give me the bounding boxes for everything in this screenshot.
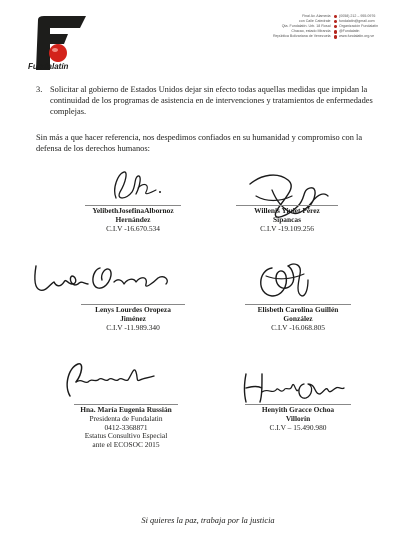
signatory-name-cont: Jiménez: [120, 313, 146, 323]
twitter-icon: [334, 30, 338, 34]
phone-icon: [334, 15, 338, 19]
signatory-name-cont: Villorín: [285, 413, 311, 423]
point-text: Solicitar al gobierno de Estados Unidos dejar sin efecto todas aquellas medidas que impidan la continuidad de los programas de asistencia en de intervenciones y tratamientos de enfermedades complejas.: [50, 85, 373, 116]
signatory-name-cont: González: [283, 313, 313, 323]
point-number: 3.: [36, 85, 43, 94]
signature-mark: [86, 162, 176, 206]
signature-mark: [26, 254, 178, 302]
website-text: www.fundalatin.org.ve: [339, 34, 375, 39]
twitter-text: @Fundalatin: [339, 29, 360, 34]
signature-block: [228, 404, 368, 432]
address-line: República Bolivariana de Venezuela: [272, 34, 331, 39]
signatory-name: Hna. María Eugenia Russián: [80, 405, 172, 414]
signatory-id: C.I.V -16.068.805: [271, 322, 325, 332]
signatory-phone: 0412-3368871: [104, 422, 148, 432]
email-icon: [334, 20, 338, 24]
signatory-name-cont: Hernández: [115, 214, 151, 224]
signature-mark: [50, 352, 170, 408]
signatory-id: C.I.V -11.989.340: [106, 322, 160, 332]
numbered-point: [36, 84, 380, 117]
signature-block: [58, 205, 208, 233]
closing-paragraph: Sin más a que hacer referencia, nos despedimos confiados en su humanidad y compromiso con la defensa de los derechos humanos:: [36, 133, 363, 153]
signature-block: [48, 404, 204, 450]
address-line: Chacao, estado Miranda: [291, 29, 331, 34]
contact-info: [262, 14, 402, 39]
signatory-name-cont: Sipancas: [273, 214, 301, 224]
signatory-id: C.I.V -16.670.534: [106, 223, 160, 233]
facebook-text: Organización Fundalatín: [339, 24, 379, 29]
signature-block: [58, 304, 208, 332]
signatory-name: Willenis Yiulet Pérez: [254, 206, 320, 215]
footer-motto: Si quieres la paz, trabaja por la justicia: [141, 516, 275, 525]
contact-row: [262, 34, 402, 39]
signatory-id: C.I.V – 15.490.980: [269, 422, 327, 432]
logo-text: Fundalatín: [28, 62, 69, 71]
signatory-id: C.I.V -19.109.256: [260, 223, 314, 233]
signatory-title: Presidenta de Fundalatin: [89, 413, 163, 423]
facebook-icon: [334, 25, 338, 29]
signatory-name: Lenys Lourdes Oropeza: [95, 305, 171, 314]
email-text: fundalatin@gmail.com: [339, 19, 375, 24]
signatory-note: Estatus Consultivo Especial: [84, 431, 168, 441]
web-icon: [334, 35, 338, 39]
address-line: con Calle Catedrale: [298, 19, 331, 24]
signature-mark: [232, 364, 350, 408]
address-line: Qta. Fundalatín. Urb. 18 Rosal: [281, 24, 331, 29]
signatory-name: YelibethJosefinaAlbornoz: [92, 206, 174, 215]
address-line: Final Av. Alameda: [302, 14, 331, 18]
signatory-note: ante el ECOSOC 2015: [92, 440, 160, 450]
signature-mark: [242, 254, 328, 304]
phone-text: (0058) 212 – 955.0976: [339, 14, 376, 18]
signature-block: [228, 304, 368, 332]
signature-block: [222, 205, 352, 233]
signatory-name: Elisbeth Carolina Guillén: [257, 305, 339, 314]
signatory-name: Henyith Gracce Ochoa: [261, 405, 335, 414]
